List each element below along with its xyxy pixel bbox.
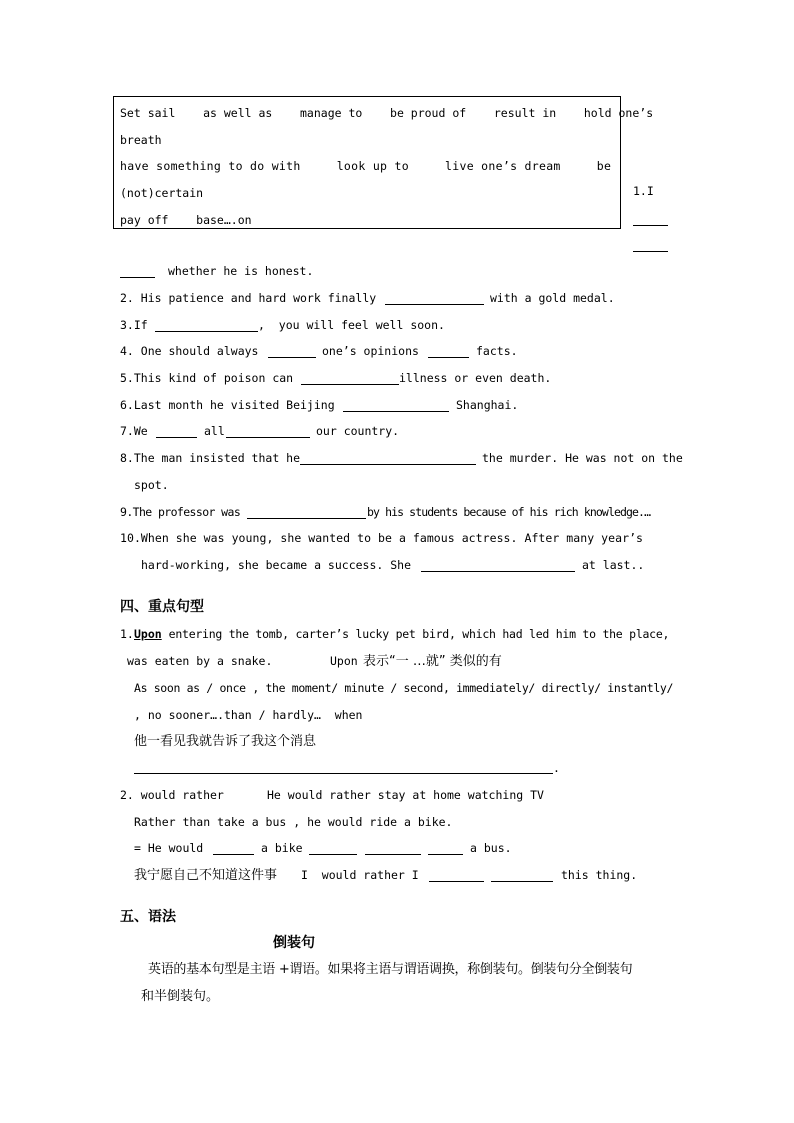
q3-prefix: 3.If xyxy=(120,318,148,332)
q1-number: 1.I xyxy=(633,184,654,198)
q5-suffix: illness or even death. xyxy=(399,371,552,385)
q7-suffix: our country. xyxy=(316,424,400,438)
s4-item1-answer-line[interactable] xyxy=(134,773,553,774)
s4-item2-blank-b[interactable] xyxy=(309,854,357,855)
s4-item2-zh: 我宁愿自己不知道这件事 xyxy=(134,868,278,883)
s4-item2-line3-b: a bike xyxy=(261,841,303,855)
q8-blank[interactable] xyxy=(300,464,476,465)
q7-prefix: 7.We xyxy=(120,424,148,438)
s4-item2-blank-d[interactable] xyxy=(428,854,463,855)
phrase-line-1: Set sail as well as manage to be proud of result in hold one’s xyxy=(120,106,654,120)
s4-item1-number: 1. xyxy=(120,627,134,641)
q9-prefix: 9.The professor was xyxy=(120,505,241,519)
q4-prefix: 4. One should always xyxy=(120,344,259,358)
s4-item2-blank-a[interactable] xyxy=(213,854,254,855)
q8-line2: spot. xyxy=(134,478,169,492)
q3-suffix: , you will feel well soon. xyxy=(258,318,445,332)
s4-item1-note-zh: 表示“一 …就” 类似的有 xyxy=(363,654,502,669)
s4-item1-line1: entering the tomb, carter’s lucky pet bird, which had led him to the place, xyxy=(162,627,670,641)
s4-item1-note-en: Upon xyxy=(330,654,358,668)
q4-suffix: facts. xyxy=(476,344,518,358)
q6-suffix: Shanghai. xyxy=(456,398,519,412)
s4-item1-zh: 他一看见我就告诉了我这个消息 xyxy=(134,734,317,749)
q7-blank-b[interactable] xyxy=(226,437,310,438)
q1-text: whether he is honest. xyxy=(168,264,314,278)
phrase-line-4: (not)certain xyxy=(120,186,204,200)
phrase-line-2: breath xyxy=(120,133,162,147)
q2-blank[interactable] xyxy=(385,304,484,305)
q2-suffix: with a gold medal. xyxy=(490,291,615,305)
q9-suffix: by his students because of his rich knowledge.… xyxy=(367,505,651,519)
q4-blank-b[interactable] xyxy=(428,357,469,358)
q6-blank[interactable] xyxy=(343,411,449,412)
q4-blank-a[interactable] xyxy=(268,357,316,358)
q5-prefix: 5.This kind of poison can xyxy=(120,371,294,385)
q10-line2-suffix: at last.. xyxy=(582,558,645,572)
section5-heading: 五、语法 xyxy=(120,909,176,925)
s4-item1-end: . xyxy=(553,761,560,775)
q1-blank-a[interactable] xyxy=(633,225,668,226)
s4-item2-line2: Rather than take a bus , he would ride a bike. xyxy=(134,815,453,829)
q10-line1: 10.When she was young, she wanted to be a famous actress. After many year’s xyxy=(120,531,644,545)
q8-suffix: the murder. He was not on the xyxy=(482,451,683,465)
s4-item2-line3-c: a bus. xyxy=(470,841,512,855)
q5-blank[interactable] xyxy=(301,384,399,385)
s4-item2-en-prefix: I would rather I xyxy=(301,868,419,882)
q2-prefix: 2. His patience and hard work finally xyxy=(120,291,377,305)
q8-prefix: 8.The man insisted that he xyxy=(120,451,301,465)
s4-item2-blank-e[interactable] xyxy=(429,881,484,882)
q7-blank-a[interactable] xyxy=(156,437,197,438)
section5-para-line2: 和半倒装句。 xyxy=(141,989,220,1004)
s4-item2-en-suffix: this thing. xyxy=(561,868,638,882)
s4-item2-blank-f[interactable] xyxy=(491,881,553,882)
q7-middle: all xyxy=(204,424,225,438)
s4-item2-line3-a: = He would xyxy=(134,841,204,855)
s4-item1-line2: was eaten by a snake. xyxy=(127,654,273,668)
section4-heading: 四、重点句型 xyxy=(120,599,204,615)
q10-blank[interactable] xyxy=(421,571,575,572)
q1-blank-b[interactable] xyxy=(633,251,668,252)
s4-item2-example: He would rather stay at home watching TV xyxy=(267,788,544,802)
section5-subheading: 倒装句 xyxy=(273,935,315,951)
q9-blank[interactable] xyxy=(247,518,366,519)
s4-item1-line4: , no sooner….than / hardly… when xyxy=(134,708,363,722)
s4-item1-line3: As soon as / once , the moment/ minute / second, immediately/ directly/ instantly/ xyxy=(134,681,674,695)
q3-blank[interactable] xyxy=(155,331,258,332)
q1-blank-c[interactable] xyxy=(120,277,155,278)
q6-prefix: 6.Last month he visited Beijing xyxy=(120,398,335,412)
phrase-line-3: have something to do with look up to live one’s dream be xyxy=(120,159,612,173)
q4-middle: one’s opinions xyxy=(322,344,419,358)
phrase-line-5: pay off base….on xyxy=(120,213,252,227)
q10-line2-prefix: hard-working, she became a success. She xyxy=(141,558,412,572)
s4-item2-title: 2. would rather xyxy=(120,788,224,802)
s4-item2-blank-c[interactable] xyxy=(365,854,421,855)
s4-item1-keyword: Upon xyxy=(134,627,162,641)
section5-para-line1: 英语的基本句型是主语 +谓语。如果将主语与谓语调换，称倒装句。倒装句分全倒装句 xyxy=(148,962,633,977)
